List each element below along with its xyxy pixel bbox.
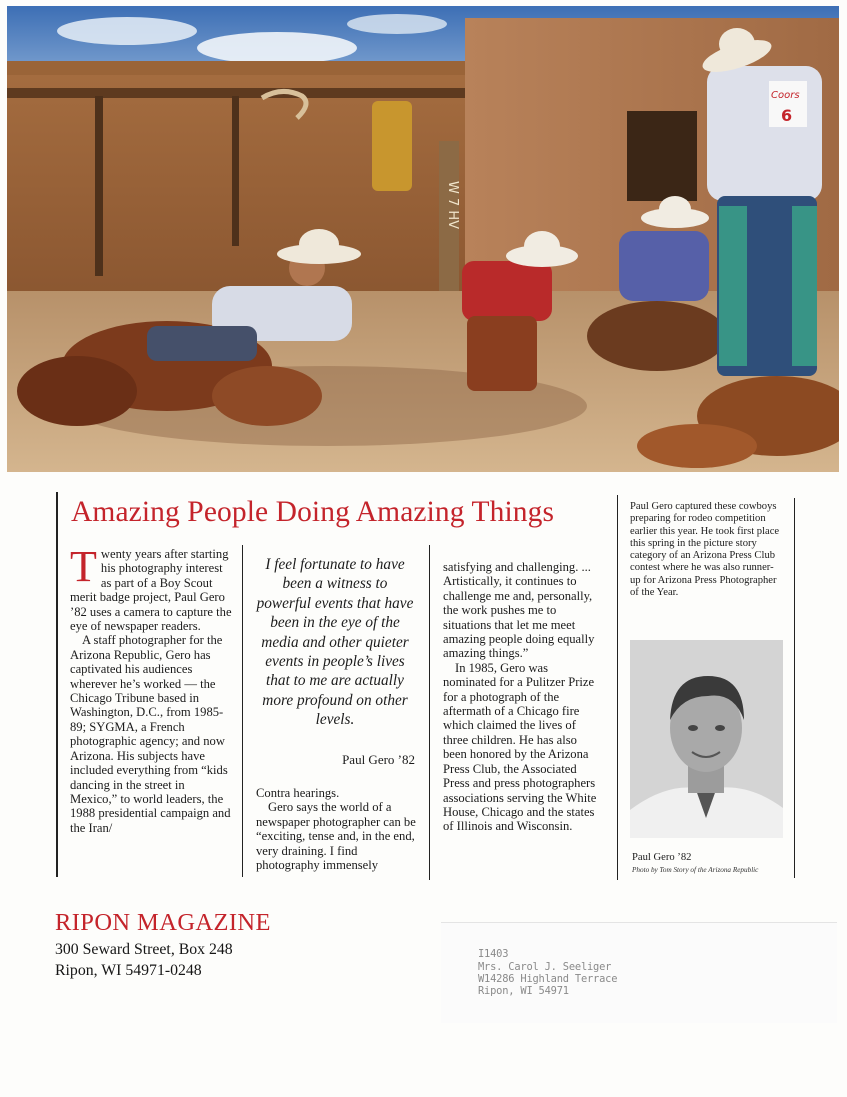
mailing-label-line-4: Ripon, WI 54971 [478,985,569,997]
column-rule-2 [429,545,430,880]
pull-quote-author: Paul Gero ’82 [342,752,415,767]
portrait-illustration [630,640,783,838]
column-3-paragraph-1: satisfying and challenging. ... Artistically, it continues to challenge me and, personally, the work pushes me to situations that let me meet amazing people doing equally amazing things.” [443,560,595,661]
article-headline: Amazing People Doing Amazing Things [71,496,555,528]
article-column-1 [70,542,233,835]
column-1-paragraph-2: A staff photographer for the Arizona Republic, Gero has captivated his audiences wherever he’s worked — the Chicago Tribune based in Washington, D.C., from 1985-89; SYGMA, a French photographic agency; and now Arizona. His subjects have included everything from “kids dancing in the street in Mexico,” to world leaders, the 1988 presidential campaign and the Iran/ [70,633,231,835]
portrait-credit: Photo by Tom Story of the Arizona Republic [632,866,759,874]
column-rule-3 [617,495,618,880]
right-column-rule [794,498,795,878]
article-column-2 [256,786,422,872]
portrait-name: Paul Gero ’82 [632,852,692,863]
column-1-paragraph-1: wenty years after starting his photography interest as part of a Boy Scout merit badge project, Paul Gero ’82 uses a camera to capture the eye of newspaper readers. [70,547,232,634]
shirt-number-text: 6 [781,106,793,125]
portrait-photo [630,640,783,838]
column-2-paragraph-2: Gero says the world of a newspaper photographer can be “exciting, tense and, in the end, very draining. I find photography immensely [256,800,416,873]
publisher-address-line-2: Ripon, WI 54971-0248 [55,962,202,979]
mailing-label-line-2: Mrs. Carol J. Seeliger [478,961,612,973]
shirt-logo-text: Coors [771,90,800,101]
cowboys-photo-illustration [7,6,839,472]
mailing-label-line-3: W14286 Highland Terrace [478,973,618,985]
drop-cap: T [70,542,97,591]
column-3-paragraph-2: In 1985, Gero was nominated for a Pulitzer Prize for a photograph of the aftermath of a Chicago fire which claimed the lives of three children. He has also been honored by the Arizona Press Club, the Associated Press and press photographers associations serving the White House, Chicago and the states of Illinois and Wisconsin. [443,660,597,834]
article-column-3 [443,560,603,834]
photo-caption: Paul Gero captured these cowboys preparing for rodeo competition earlier this year. He took first place this spring in the picture story category of an Arizona Press Club contest where he was also runner-up for Arizona Press Photographer of the Year. [630,501,780,599]
column-rule-1 [242,545,243,877]
publisher-address-line-1: 300 Seward Street, Box 248 [55,941,233,958]
publisher-name: RIPON MAGAZINE [55,909,271,936]
cowboys-photo [7,6,839,472]
mailing-label-line-1: I1403 [478,948,509,960]
pull-quote: I feel fortunate to have been a witness to powerful events that have been in the eye of the media and other quieter events in people’s lives that to me are actually more profound on other levels. [256,556,414,729]
left-column-rule [56,492,58,877]
sign-post-text: W 7 HV [445,181,460,230]
column-2-paragraph-1: Contra hearings. [256,786,340,800]
